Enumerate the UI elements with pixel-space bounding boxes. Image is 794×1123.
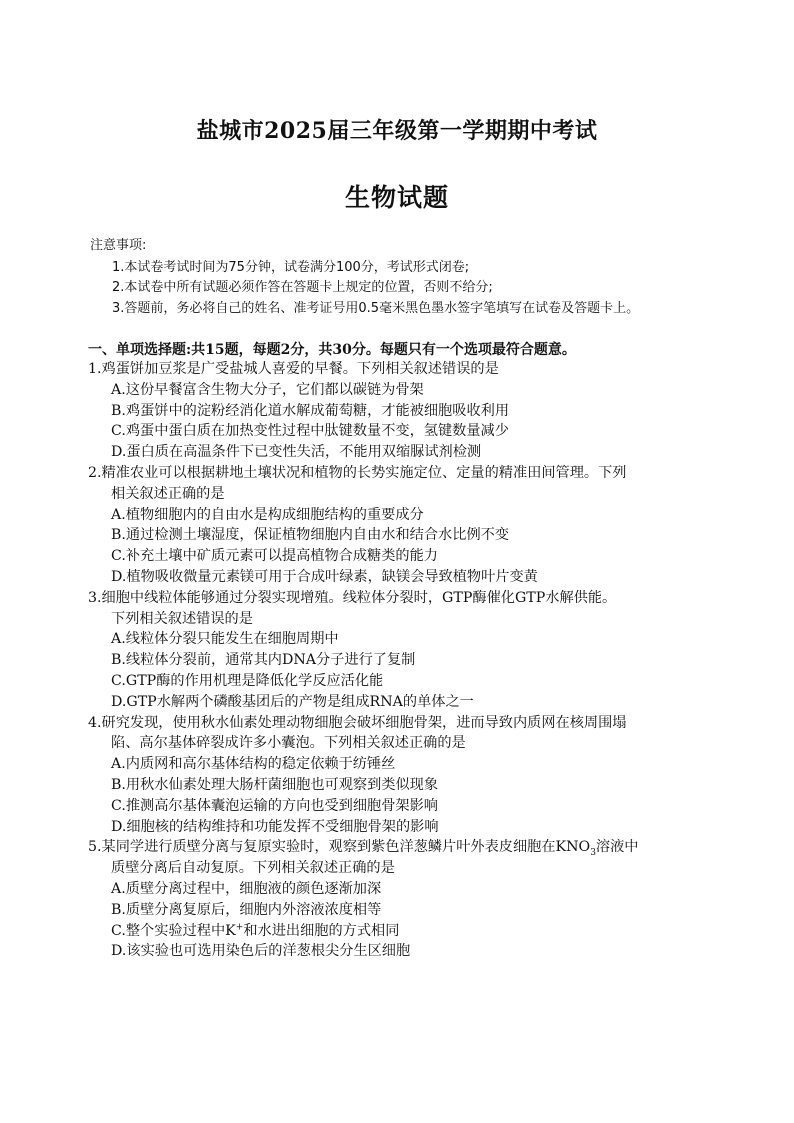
question-5-stem-cont: 质壁分离后自动复原。下列相关叙述正确的是 <box>111 860 395 876</box>
question-5-stem-text-end: 溶液中 <box>595 839 639 855</box>
question-1-option-d: D.蛋白质在高温条件下已变性失活，不能用双缩脲试剂检测 <box>111 444 482 460</box>
question-2-option-a: A.植物细胞内的自由水是构成细胞结构的重要成分 <box>111 507 424 523</box>
notice-item: 1.本试卷考试时间为75分钟，试卷满分100分，考试形式闭卷; <box>112 260 470 275</box>
question-3-stem-cont: 下列相关叙述错误的是 <box>111 611 253 627</box>
question-2-stem-cont: 相关叙述正确的是 <box>111 486 225 502</box>
superscript-plus: + <box>235 922 244 933</box>
question-2-option-c: C.补充土壤中矿质元素可以提高植物合成糖类的能力 <box>111 548 438 564</box>
question-5-stem <box>88 836 639 858</box>
notice-item: 3.答题前，务必将自己的姓名、准考证号用0.5毫米黑色墨水签字笔填写在试卷及答题卡上。 <box>112 301 640 316</box>
question-3-option-b: B.线粒体分裂前，通常其内DNA分子进行了复制 <box>111 652 416 668</box>
notice-item: 2.本试卷中所有试题必须作答在答题卡上规定的位置，否则不给分; <box>112 280 493 295</box>
question-4-option-c: C.推测高尔基体囊泡运输的方向也受到细胞骨架影响 <box>111 798 438 814</box>
question-3-option-c: C.GTP酶的作用机理是降低化学反应活化能 <box>111 673 384 689</box>
option-c-text-end: 和水进出细胞的方式相同 <box>243 923 400 939</box>
question-3-stem: 3.细胞中线粒体能够通过分裂实现增殖。线粒体分裂时，GTP酶催化GTP水解供能。 <box>88 590 617 606</box>
question-4-stem-cont: 陷、高尔基体碎裂成许多小囊泡。下列相关叙述正确的是 <box>111 735 466 751</box>
question-2-stem: 2.精准农业可以根据耕地土壤状况和植物的长势实施定位、定量的精准田间管理。下列 <box>88 465 627 481</box>
section-heading: 一、单项选择题:共15题，每题2分，共30分。每题只有一个选项最符合题意。 <box>88 342 576 358</box>
question-5-option-d: D.该实验也可选用染色后的洋葱根尖分生区细胞 <box>111 943 411 959</box>
question-4-option-a: A.内质网和高尔基体结构的稳定依赖于纺锤丝 <box>111 756 396 772</box>
subscript-3: 3 <box>590 847 596 858</box>
question-2-option-d: D.植物吸收微量元素镁可用于合成叶绿素，缺镁会导致植物叶片变黄 <box>111 569 538 585</box>
question-5-stem-text: 5.某同学进行质壁分离与复原实验时，观察到紫色洋葱鳞片叶外表皮细胞在KNO <box>88 839 591 855</box>
option-c-text: C.整个实验过程中K <box>111 923 236 939</box>
question-2-option-b: B.通过检测土壤湿度，保证植物细胞内自由水和结合水比例不变 <box>111 527 510 543</box>
question-4-stem: 4.研究发现，使用秋水仙素处理动物细胞会破坏细胞骨架，进而导致内质网在核周围塌 <box>88 715 627 731</box>
question-5-option-a: A.质壁分离过程中，细胞液的颜色逐渐加深 <box>111 881 382 897</box>
question-1-option-a: A.这份早餐富含生物大分子，它们都以碳链为骨架 <box>111 382 424 398</box>
question-3-option-d: D.GTP水解两个磷酸基团后的产物是组成RNA的单体之一 <box>111 694 474 710</box>
question-5-option-b: B.质壁分离复原后，细胞内外溶液浓度相等 <box>111 902 382 918</box>
notice-heading: 注意事项: <box>90 238 147 253</box>
question-1-option-b: B.鸡蛋饼中的淀粉经消化道水解成葡萄糖，才能被细胞吸收利用 <box>111 403 510 419</box>
question-5-option-c <box>111 920 399 940</box>
question-4-option-b: B.用秋水仙素处理大肠杆菌细胞也可观察到类似现象 <box>111 777 439 793</box>
question-1-option-c: C.鸡蛋中蛋白质在加热变性过程中肽键数量不变，氢键数量减少 <box>111 423 509 439</box>
question-4-option-d: D.细胞核的结构维持和功能发挥不受细胞骨架的影响 <box>111 819 439 835</box>
question-1-stem: 1.鸡蛋饼加豆浆是广受盐城人喜爱的早餐。下列相关叙述错误的是 <box>88 361 499 377</box>
subject-title: 生物试题 <box>344 183 449 212</box>
question-3-option-a: A.线粒体分裂只能发生在细胞周期中 <box>111 631 339 647</box>
exam-title: 盐城市2025届三年级第一学期期中考试 <box>196 118 598 144</box>
